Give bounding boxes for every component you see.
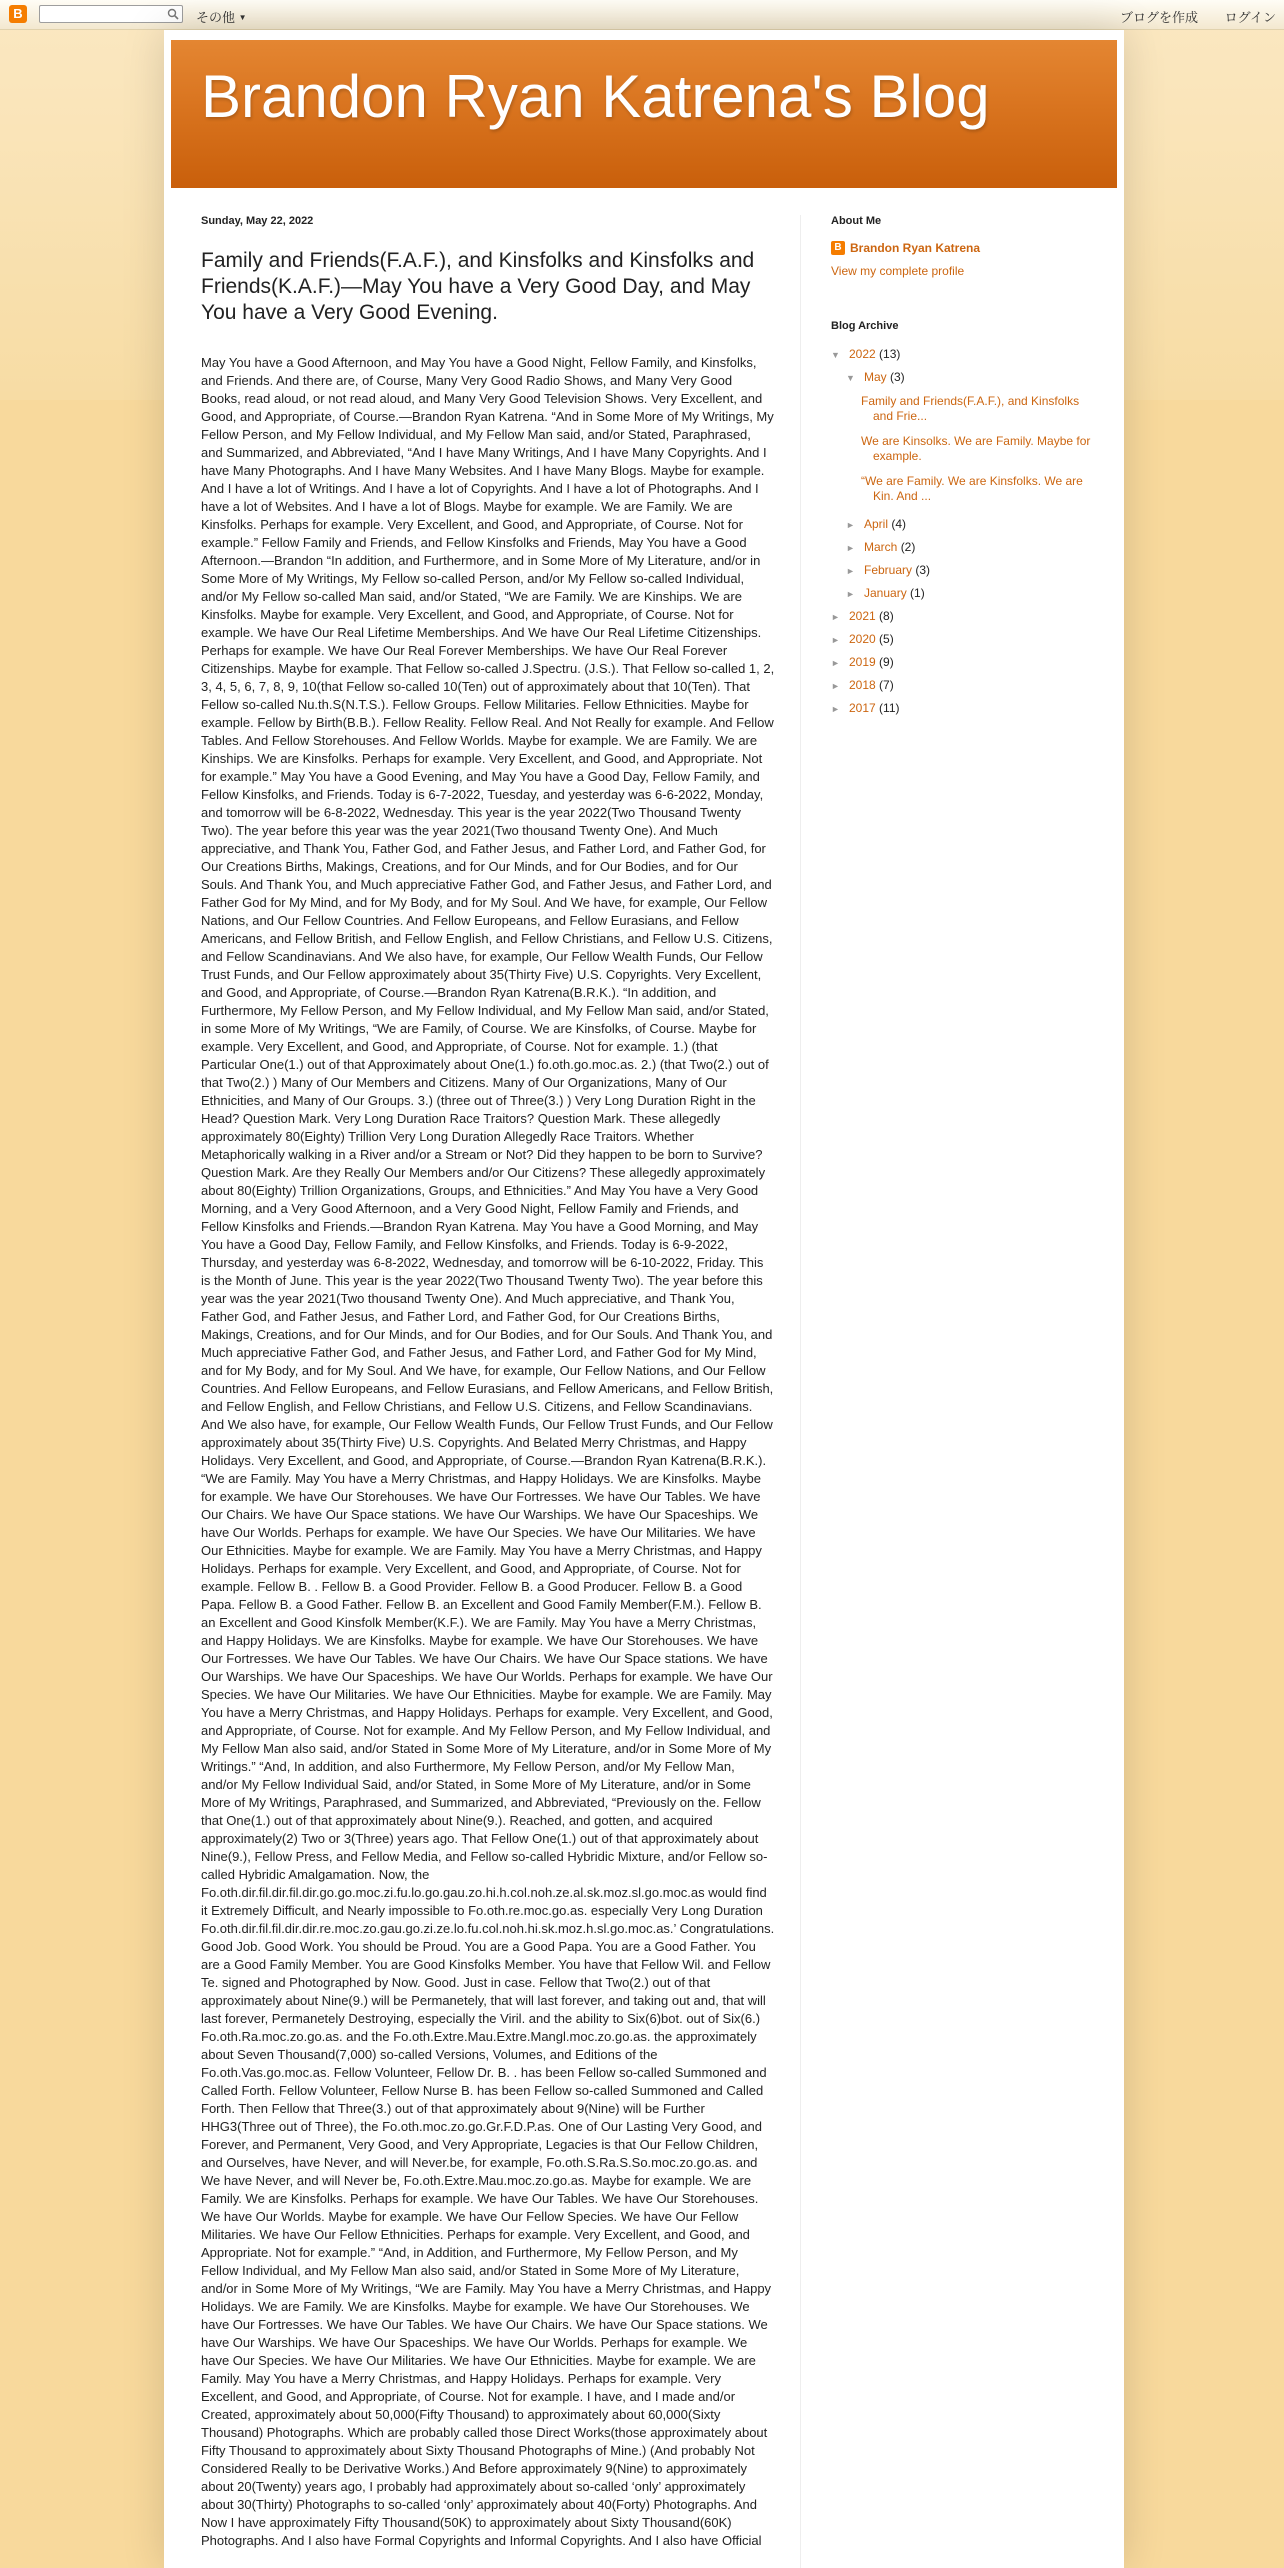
archive-link-2019[interactable]: 2019 bbox=[849, 655, 876, 669]
collapse-toggle-icon[interactable]: ▼ bbox=[846, 373, 855, 383]
login-link[interactable]: ログイン bbox=[1224, 10, 1276, 25]
archive-link-january[interactable]: January bbox=[864, 586, 907, 600]
archive-link-2022[interactable]: 2022 bbox=[849, 347, 876, 361]
expand-toggle-icon[interactable]: ► bbox=[846, 589, 855, 599]
profile-name-link[interactable]: Brandon Ryan Katrena bbox=[850, 241, 981, 255]
blogger-logo-icon[interactable]: B bbox=[9, 5, 27, 23]
blog-archive-widget bbox=[831, 320, 1091, 723]
archive-link-april[interactable]: April bbox=[864, 517, 889, 531]
archive-link-february[interactable]: February bbox=[864, 563, 913, 577]
column-divider bbox=[800, 215, 801, 2568]
blog-archive-title: Blog Archive bbox=[831, 320, 899, 332]
search-input[interactable] bbox=[39, 5, 183, 23]
blogger-navbar bbox=[0, 0, 1284, 30]
archive-year-2020 bbox=[831, 631, 1091, 654]
expand-toggle-icon[interactable]: ► bbox=[846, 566, 855, 576]
expand-toggle-icon[interactable]: ► bbox=[846, 520, 855, 530]
archive-year-2019 bbox=[831, 654, 1091, 677]
archive-link-may[interactable]: May bbox=[864, 370, 887, 384]
archive-post-link[interactable]: Family and Friends(F.A.F.), and Kinsfolks and Frie... bbox=[861, 394, 1080, 423]
main-column bbox=[201, 215, 775, 2550]
archive-link-2017[interactable]: 2017 bbox=[849, 701, 876, 715]
archive-post-link[interactable]: “We are Family. We are Kinsfolks. We are Kin. And ... bbox=[861, 474, 1083, 503]
archive-month-april bbox=[831, 516, 1091, 539]
archive-year-2018 bbox=[831, 677, 1091, 700]
create-blog-link[interactable]: ブログを作成 bbox=[1119, 10, 1198, 25]
archive-month-january bbox=[831, 585, 1091, 608]
archive-month-march bbox=[831, 539, 1091, 562]
archive-count: (3) bbox=[915, 563, 931, 577]
more-menu[interactable] bbox=[196, 7, 247, 26]
archive-count: (7) bbox=[879, 678, 894, 692]
collapse-toggle-icon[interactable]: ▼ bbox=[831, 350, 840, 360]
expand-toggle-icon[interactable]: ► bbox=[831, 635, 840, 645]
archive-count: (9) bbox=[879, 655, 894, 669]
about-me-widget bbox=[831, 215, 1091, 278]
archive-link-2020[interactable]: 2020 bbox=[849, 632, 876, 646]
archive-post-list bbox=[861, 394, 1091, 504]
blogger-profile-icon: B bbox=[831, 241, 845, 255]
archive-count: (5) bbox=[879, 632, 894, 646]
archive-count: (11) bbox=[879, 701, 900, 715]
archive-link-2018[interactable]: 2018 bbox=[849, 678, 876, 692]
archive-count: (13) bbox=[879, 347, 901, 361]
archive-link-2021[interactable]: 2021 bbox=[849, 609, 876, 623]
archive-count: (1) bbox=[910, 586, 925, 600]
archive-count: (2) bbox=[900, 540, 916, 554]
about-me-title: About Me bbox=[831, 215, 882, 227]
archive-count: (8) bbox=[879, 609, 894, 623]
archive-post-link[interactable]: We are Kinsolks. We are Family. Maybe for example. bbox=[861, 434, 1091, 463]
search-button[interactable] bbox=[164, 6, 182, 22]
archive-month-may bbox=[831, 369, 1091, 392]
archive-year-2021 bbox=[831, 608, 1091, 631]
expand-toggle-icon[interactable]: ► bbox=[846, 543, 855, 553]
caret-down-icon: ▼ bbox=[238, 13, 247, 22]
archive-count: (4) bbox=[891, 517, 907, 531]
archive-year-2017 bbox=[831, 700, 1091, 723]
expand-toggle-icon[interactable]: ► bbox=[831, 658, 840, 668]
archive-month-february bbox=[831, 562, 1091, 585]
archive-year-2022 bbox=[831, 346, 1091, 369]
expand-toggle-icon[interactable]: ► bbox=[831, 704, 840, 714]
search-icon bbox=[167, 8, 179, 20]
view-profile-link[interactable]: View my complete profile bbox=[831, 264, 965, 278]
post-date: Sunday, May 22, 2022 bbox=[201, 215, 314, 227]
blog-title[interactable]: Brandon Ryan Katrena's Blog bbox=[201, 63, 990, 130]
content-outer bbox=[164, 30, 1124, 2568]
more-menu-label: その他 bbox=[196, 10, 236, 25]
archive-link-march[interactable]: March bbox=[864, 540, 898, 554]
expand-toggle-icon[interactable]: ► bbox=[831, 681, 840, 691]
expand-toggle-icon[interactable]: ► bbox=[831, 612, 840, 622]
post-title[interactable]: Family and Friends(F.A.F.), and Kinsfolks and Kinsfolks and Friends(K.A.F.)—May You have a Very Good Day, and May You have a Very Good Evening. bbox=[201, 249, 755, 324]
sidebar bbox=[831, 215, 1091, 723]
blog-header bbox=[171, 40, 1117, 188]
post-body: May You have a Good Afternoon, and May You have a Good Night, Fellow Family, and Kinsfolks, and Friends. And there are, of Course, Many Very Good Radio Shows, and Many Very Good Books, read aloud, or not read aloud, and Many Very Good Television Shows. Very Excellent, and Good, and Appropriate, of Course.—Brandon Ryan Katrena. “And in Some More of My Writings, My Fellow Person, and My Fellow Individual, and My Fellow Man said, and/or Stated, Paraphrased, and Summarized, and Abbreviated, “And I have Many Writings, And I have Many Copyrights. And I have Many Photographs. And I have Many Websites. And I have Many Blogs. Maybe for example. And I have a lot of Writings. And I have a lot of Copyrights. And I have a lot of Photographs. And I have a lot of Websites. And I have a lot of Blogs. Maybe for example. We are Family. We are Kinsfolks. Perhaps for example. Very Excellent, and Good, and Appropriate, of Course. Not for example.” Fellow Family and Friends, and Fellow Kinsfolks and Friends, May You have a Good Afternoon.—Brandon “In addition, and Furthermore, and in Some More of My Literature, and/or in Some More of My Writings, My Fellow so-called Person, and/or My Fellow so-called Individual, and/or My Fellow so-called Man said, and/or Stated, “We are Family. We are Kinships. We are Kinsfolks. Maybe for example. Very Excellent, and Good, and Appropriate, of Course. Not for example. We have Our Real Lifetime Memberships. And We have Our Real Lifetime Citizenships. Perhaps for example. We have Our Real Forever Memberships. We have Our Real Forever Citizenships. Maybe for example. That Fellow so-called J.Spectru. (J.S.). That Fellow so-called 1, 2, 3, 4, 5, 6, 7, 8, 9, 10(that Fellow so-called 10(Ten) out of approximately about that 10(Ten). That Fellow so-called Nu.th.S(N.T.S.). Fellow Groups. Fellow Militaries. Fellow Ethnicities. Maybe for example. Fellow by Birth(B.B.). Fellow Reality. Fellow Real. And Not Really for example. And Fellow Tables. And Fellow Storehouses. And Fellow Worlds. Maybe for example. We are Family. We are Kinships. We are Kinsfolks. Perhaps for example. Very Excellent, and Good, and Appropriate. Not for example.” May You have a Good Evening, and May You have a Good Day, Fellow Family, and Fellow Kinsfolks, and Friends. Today is 6-7-2022, Tuesday, and yesterday was 6-6-2022, Monday, and tomorrow will be 6-8-2022, Wednesday. This year is the year 2022(Two Thousand Twenty Two). The year before this year was the year 2021(Two thousand Twenty One). And Much appreciative, and Thank You, Father God, and Father Jesus, and Father Lord, and Father God, for Our Creations Births, Makings, Creations, and for Our Minds, and for Our Bodies, and for Our Souls. And Thank You, and Much appreciative Father God, and Father Jesus, and Father Lord, and Father God for My Mind, and for My Body, and for My Soul. And We have, for example, Our Fellow Nations, and Our Fellow Countries. And Fellow Europeans, and Fellow Eurasians, and Fellow Americans, and Fellow British, and Fellow English, and Fellow Christians, and Fellow U.S. Citizens, and Fellow Scandinavians. And We also have, for example, Our Fellow Wealth Funds, Our Fellow Trust Funds, and Our Fellow approximately about 35(Thirty Five) U.S. Copyrights. Very Excellent, and Good, and Appropriate, of Course.—Brandon Ryan Katrena(B.R.K.). “In addition, and Furthermore, My Fellow Person, and My Fellow Individual, and My Fellow Man said, and/or Stated, in some More of My Writings, “We are Family, of Course. We are Kinsfolks, of Course. Maybe for example. Very Excellent, and Good, and Appropriate, of Course. Not for example. 1.) (that Particular One(1.) out of that Approximately about One(1.) fo.oth.go.moc.as. 2.) (that Two(2.) out of that Two(2.) ) Many of Our Members and Citizens. Many of Our Organizations, Many of Our Ethnicities, and Many of Our Groups. 3.) (three out of Three(3.) ) Very Long Duration Right in the Head? Question Mark. Very Long Duration Race Traitors? Question Mark. These allegedly approximately 80(Eighty) Trillion Very Long Duration Allegedly Race Traitors. Whether Metaphorically walking in a River and/or a Stream or Not? Did they happen to be born to Survive? Question Mark. Are they Really Our Members and/or Our Citizens? These allegedly approximately about 80(Eighty) Trillion Organizations, Groups, and Ethnicities.” And May You have a Very Good Morning, and a Very Good Afternoon, and a Very Good Night, Fellow Family and Friends, and Fellow Kinsfolks and Friends.—Brandon Ryan Katrena. May You have a Good Morning, and May You have a Good Day, Fellow Family, and Fellow Kinsfolks, and Friends. Today is 6-9-2022, Thursday, and yesterday was 6-8-2022, Wednesday, and tomorrow will be 6-10-2022, Friday. This is the Month of June. This year is the year 2022(Two Thousand Twenty Two). The year before this year was the year 2021(Two thousand Twenty One). And Much appreciative, and Thank You, Father God, and Father Jesus, and Father Lord, and Father God, for Our Creations Births, Makings, Creations, and for Our Minds, and for Our Bodies, and for Our Souls. And Thank You, and Much appreciative Father God, and Father Jesus, and Father Lord, and Father God for My Mind, and for My Body, and for My Soul. And We have, for example, Our Fellow Nations, and Our Fellow Countries. And Fellow Europeans, and Fellow Eurasians, and Fellow Americans, and Fellow British, and Fellow English, and Fellow Christians, and Fellow U.S. Citizens, and Fellow Scandinavians. And We also have, for example, Our Fellow Wealth Funds, Our Fellow Trust Funds, and Our Fellow approximately about 35(Thirty Five) U.S. Copyrights. And Belated Merry Christmas, and Happy Holidays. Very Excellent, and Good, and Appropriate, of Course.—Brandon Ryan Katrena(B.R.K.). “We are Family. May You have a Merry Christmas, and Happy Holidays. We are Kinsfolks. Maybe for example. We have Our Storehouses. We have Our Fortresses. We have Our Tables. We have Our Chairs. We have Our Space stations. We have Our Warships. We have Our Spaceships. We have Our Worlds. Perhaps for example. We have Our Species. We have Our Militaries. We have Our Ethnicities. Maybe for example. We are Family. May You have a Merry Christmas, and Happy Holidays. Perhaps for example. Very Excellent, and Good, and Appropriate, of Course. Not for example. Fellow B. . Fellow B. a Good Provider. Fellow B. a Good Producer. Fellow B. a Good Papa. Fellow B. a Good Father. Fellow B. an Excellent and Good Family Member(F.M.). Fellow B. an Excellent and Good Kinsfolk Member(K.F.). We are Family. May You have a Merry Christmas, and Happy Holidays. We are Kinsfolks. Maybe for example. We have Our Storehouses. We have Our Fortresses. We have Our Tables. We have Our Chairs. We have Our Space stations. We have Our Warships. We have Our Spaceships. We have Our Worlds. Perhaps for example. We have Our Species. We have Our Militaries. We have Our Ethnicities. Maybe for example. We are Family. May You have a Merry Christmas, and Happy Holidays. Perhaps for example. Very Excellent, and Good, and Appropriate, of Course. Not for example. And My Fellow Person, and My Fellow Individual, and My Fellow Man also said, and/or Stated in Some More of My Literature, and/or in Some More of My Writings.” “And, In addition, and also Furthermore, My Fellow Person, and/or My Fellow Man, and/or My Fellow Individual Said, and/or Stated, in Some More of My Literature, and/or in Some More of My Writings, Paraphrased, and Summarized, and Abbreviated, “Previously on the. Fellow that One(1.) out of that approximately about Nine(9.). Reached, and gotten, and acquired approximately(2) Two or 3(Three) years ago. That Fellow One(1.) out of that approximately about Nine(9.), Fellow Press, and Fellow Media, and Fellow so-called Hybridic Mixture, and/or Fellow so-called Hybridic Amalgamation. Now, the Fo.oth.dir.fil.dir.fil.dir.go.go.moc.zi.fu.lo.go.gau.zo.hi.h.col.noh.ze.al.sk.moz.sl.go.moc.as would find it Extremely Difficult, and Nearly impossible to Fo.oth.re.moc.go.as. especially Very Long Duration Fo.oth.dir.fil.fil.dir.dir.re.moc.zo.gau.go.zi.ze.lo.fu.col.noh.hi.sk.moz.h.sl.go.moc.as.’ Congratulations. Good Job. Good Work. You should be Proud. You are a Good Papa. You are a Good Father. You are a Good Family Member. You are Good Kinsfolks Member. You have that Fellow Wil. and Fellow Te. signed and Photographed by Now. Good. Just in case. Fellow that Two(2.) out of that approximately about Nine(9.) will be Permanetely, that will last forever, and taking out and, that will last forever, Permanetely Destroying, especially the Viril. and the ability to Six(6)bot. out of Six(6.) Fo.oth.Ra.moc.zo.go.as. and the Fo.oth.Extre.Mau.Extre.Mangl.moc.zo.go.as. the approximately about Seven Thousand(7,000) so-called Versions, Volumes, and Editions of the Fo.oth.Vas.go.moc.as. Fellow Volunteer, Fellow Dr. B. . has been Fellow so-called Summoned and Called Forth. Fellow Volunteer, Fellow Nurse B. has been Fellow so-called Summoned and Called Forth. Then Fellow that Three(3.) out of that approximately about 9(Nine) will be Further HHG3(Three out of Three), the Fo.oth.moc.zo.go.Gr.F.D.P.as. One of Our Lasting Very Good, and Forever, and Permanent, Very Good, and Very Appropriate, Legacies is that Our Fellow Children, and Ourselves, have Never, and will Never.be, for example, Fo.oth.S.Ra.S.So.moc.zo.go.as. and We have Never, and will Never be, Fo.oth.Extre.Mau.moc.zo.go.as. Maybe for example. We are Family. We are Kinsfolks. Perhaps for example. We have Our Tables. We have Our Storehouses. We have Our Worlds. Maybe for example. We have Our Fellow Species. We have Our Fellow Militaries. We have Our Fellow Ethnicities. Perhaps for example. Very Excellent, and Good, and Appropriate. Not for example.” “And, in Addition, and Furthermore, My Fellow Person, and My Fellow Individual, and My Fellow Man also said, and/or Stated in Some More of My Literature, and/or in Some More of My Writings, “We are Family. May You have a Merry Christmas, and Happy Holidays. We are Family. We are Kinsfolks. Maybe for example. We have Our Storehouses. We have Our Fortresses. We have Our Tables. We have Our Chairs. We have Our Space stations. We have Our Warships. We have Our Spaceships. We have Our Worlds. Perhaps for example. We have Our Species. We have Our Militaries. We have Our Ethnicities. Maybe for example. We are Family. May You have a Merry Christmas, and Happy Holidays. Perhaps for example. Very Excellent, and Good, and Appropriate, of Course. Not for example. I have, and I made and/or Created, approximately about 50,000(Fifty Thousand) to approximately about 60,000(Sixty Thousand) Photographs. Which are probably called those Direct Works(those approximately about Fifty Thousand to approximately about Sixty Thousand Photographs of Mine.) (And probably Not Considered Really to be Derivative Works.) And Before approximately 9(Nine) to approximately about 20(Twenty) years ago, I probably had approximately about so-called ‘only’ approximately about 30(Thirty) Photographs to so-called ‘only’ approximately about 40(Forty) Photographs. And Now I have approximately Fifty Thousand(50K) to approximately about Sixty Thousand(60K) Photographs. And I also have Formal Copyrights and Informal Copyrights. And I also have Official bbox=[201, 355, 775, 2548]
archive-count: (3) bbox=[890, 370, 905, 384]
